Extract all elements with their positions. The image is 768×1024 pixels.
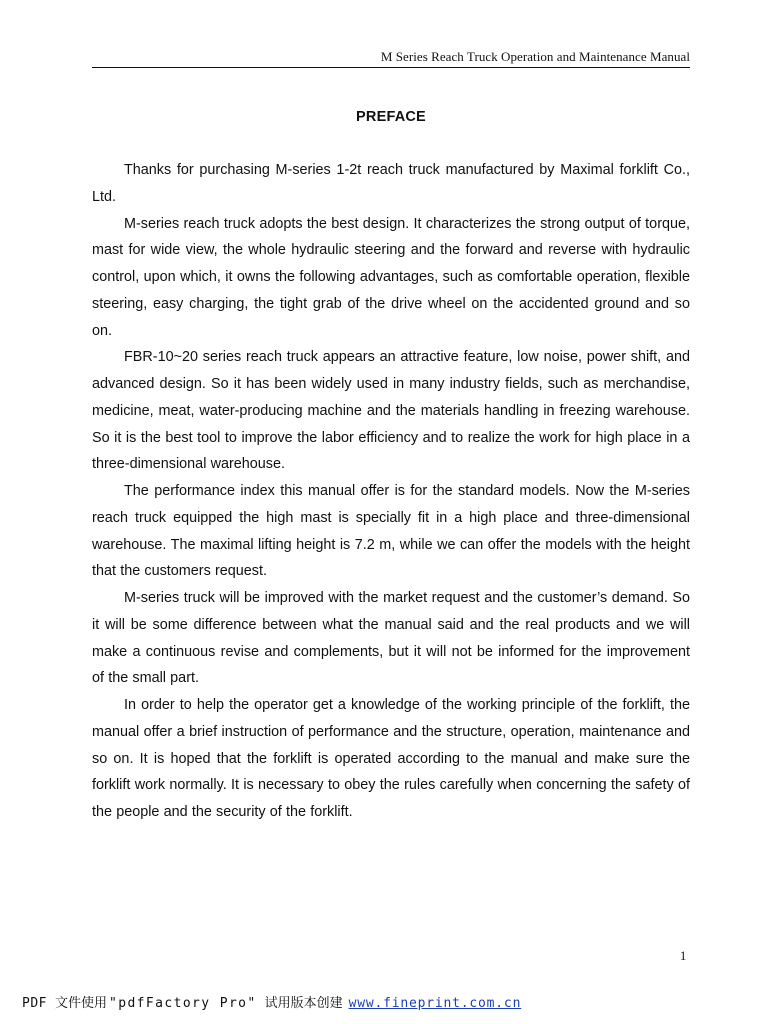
fineprint-link[interactable]: www.fineprint.com.cn [348, 996, 522, 1011]
footer-text-cn-1: 文件使用 [54, 996, 107, 1011]
page-header [92, 48, 690, 68]
paragraph-4: The performance index this manual offer is for the standard models. Now the M-series reach truck equipped the high mast is specially fit in a high place and three-dimensional warehouse. The maximal lifting height is 7.2 m, while we can offer the models with the height that the customers request. [92, 483, 690, 580]
pdf-watermark-footer [22, 994, 521, 1014]
paragraph-1: Thanks for purchasing M-series 1-2t reach truck manufactured by Maximal forklift Co., Ltd. [92, 162, 690, 205]
paragraph-2: M-series reach truck adopts the best design. It characterizes the strong output of torque, mast for wide view, the whole hydraulic steering and the forward and reverse with hydraulic control, upon which, it owns the following advantages, such as comfortable operation, flexible steering, easy charging, the tight grab of the drive wheel on the accidented ground and so on. [92, 215, 690, 339]
footer-prefix: PDF [22, 996, 47, 1011]
paragraph-3: FBR-10~20 series reach truck appears an attractive feature, low noise, power shift, and advanced design. So it has been widely used in many industry fields, such as merchandise, medicine, meat, water-producing machine and the materials handling in freezing warehouse. So it is the best tool to improve the labor efficiency and to realize the work for high place in a three-dimensional warehouse. [92, 349, 690, 473]
paragraph-6: In order to help the operator get a knowledge of the working principle of the forklift, the manual offer a brief instruction of performance and the structure, operation, maintenance and so on. It is hoped that the forklift is operated according to the manual and make sure the forklift work normally. It is necessary to obey the rules carefully when concerning the safety of the people and the security of the forklift. [92, 697, 690, 820]
footer-product: "pdfFactory Pro" [109, 996, 257, 1011]
preface-body [92, 157, 690, 826]
page-number: 1 [680, 949, 687, 963]
paragraph-5: M-series truck will be improved with the market request and the customer’s demand. So it will be some difference between what the manual said and the real products and we will make a continuous revise and complements, but it will not be informed for the improvement of the small part. [92, 590, 690, 687]
section-heading: PREFACE [356, 109, 426, 125]
footer-text-cn-2: 试用版本创建 [264, 996, 343, 1011]
manual-title: M Series Reach Truck Operation and Maintenance Manual [380, 49, 690, 64]
